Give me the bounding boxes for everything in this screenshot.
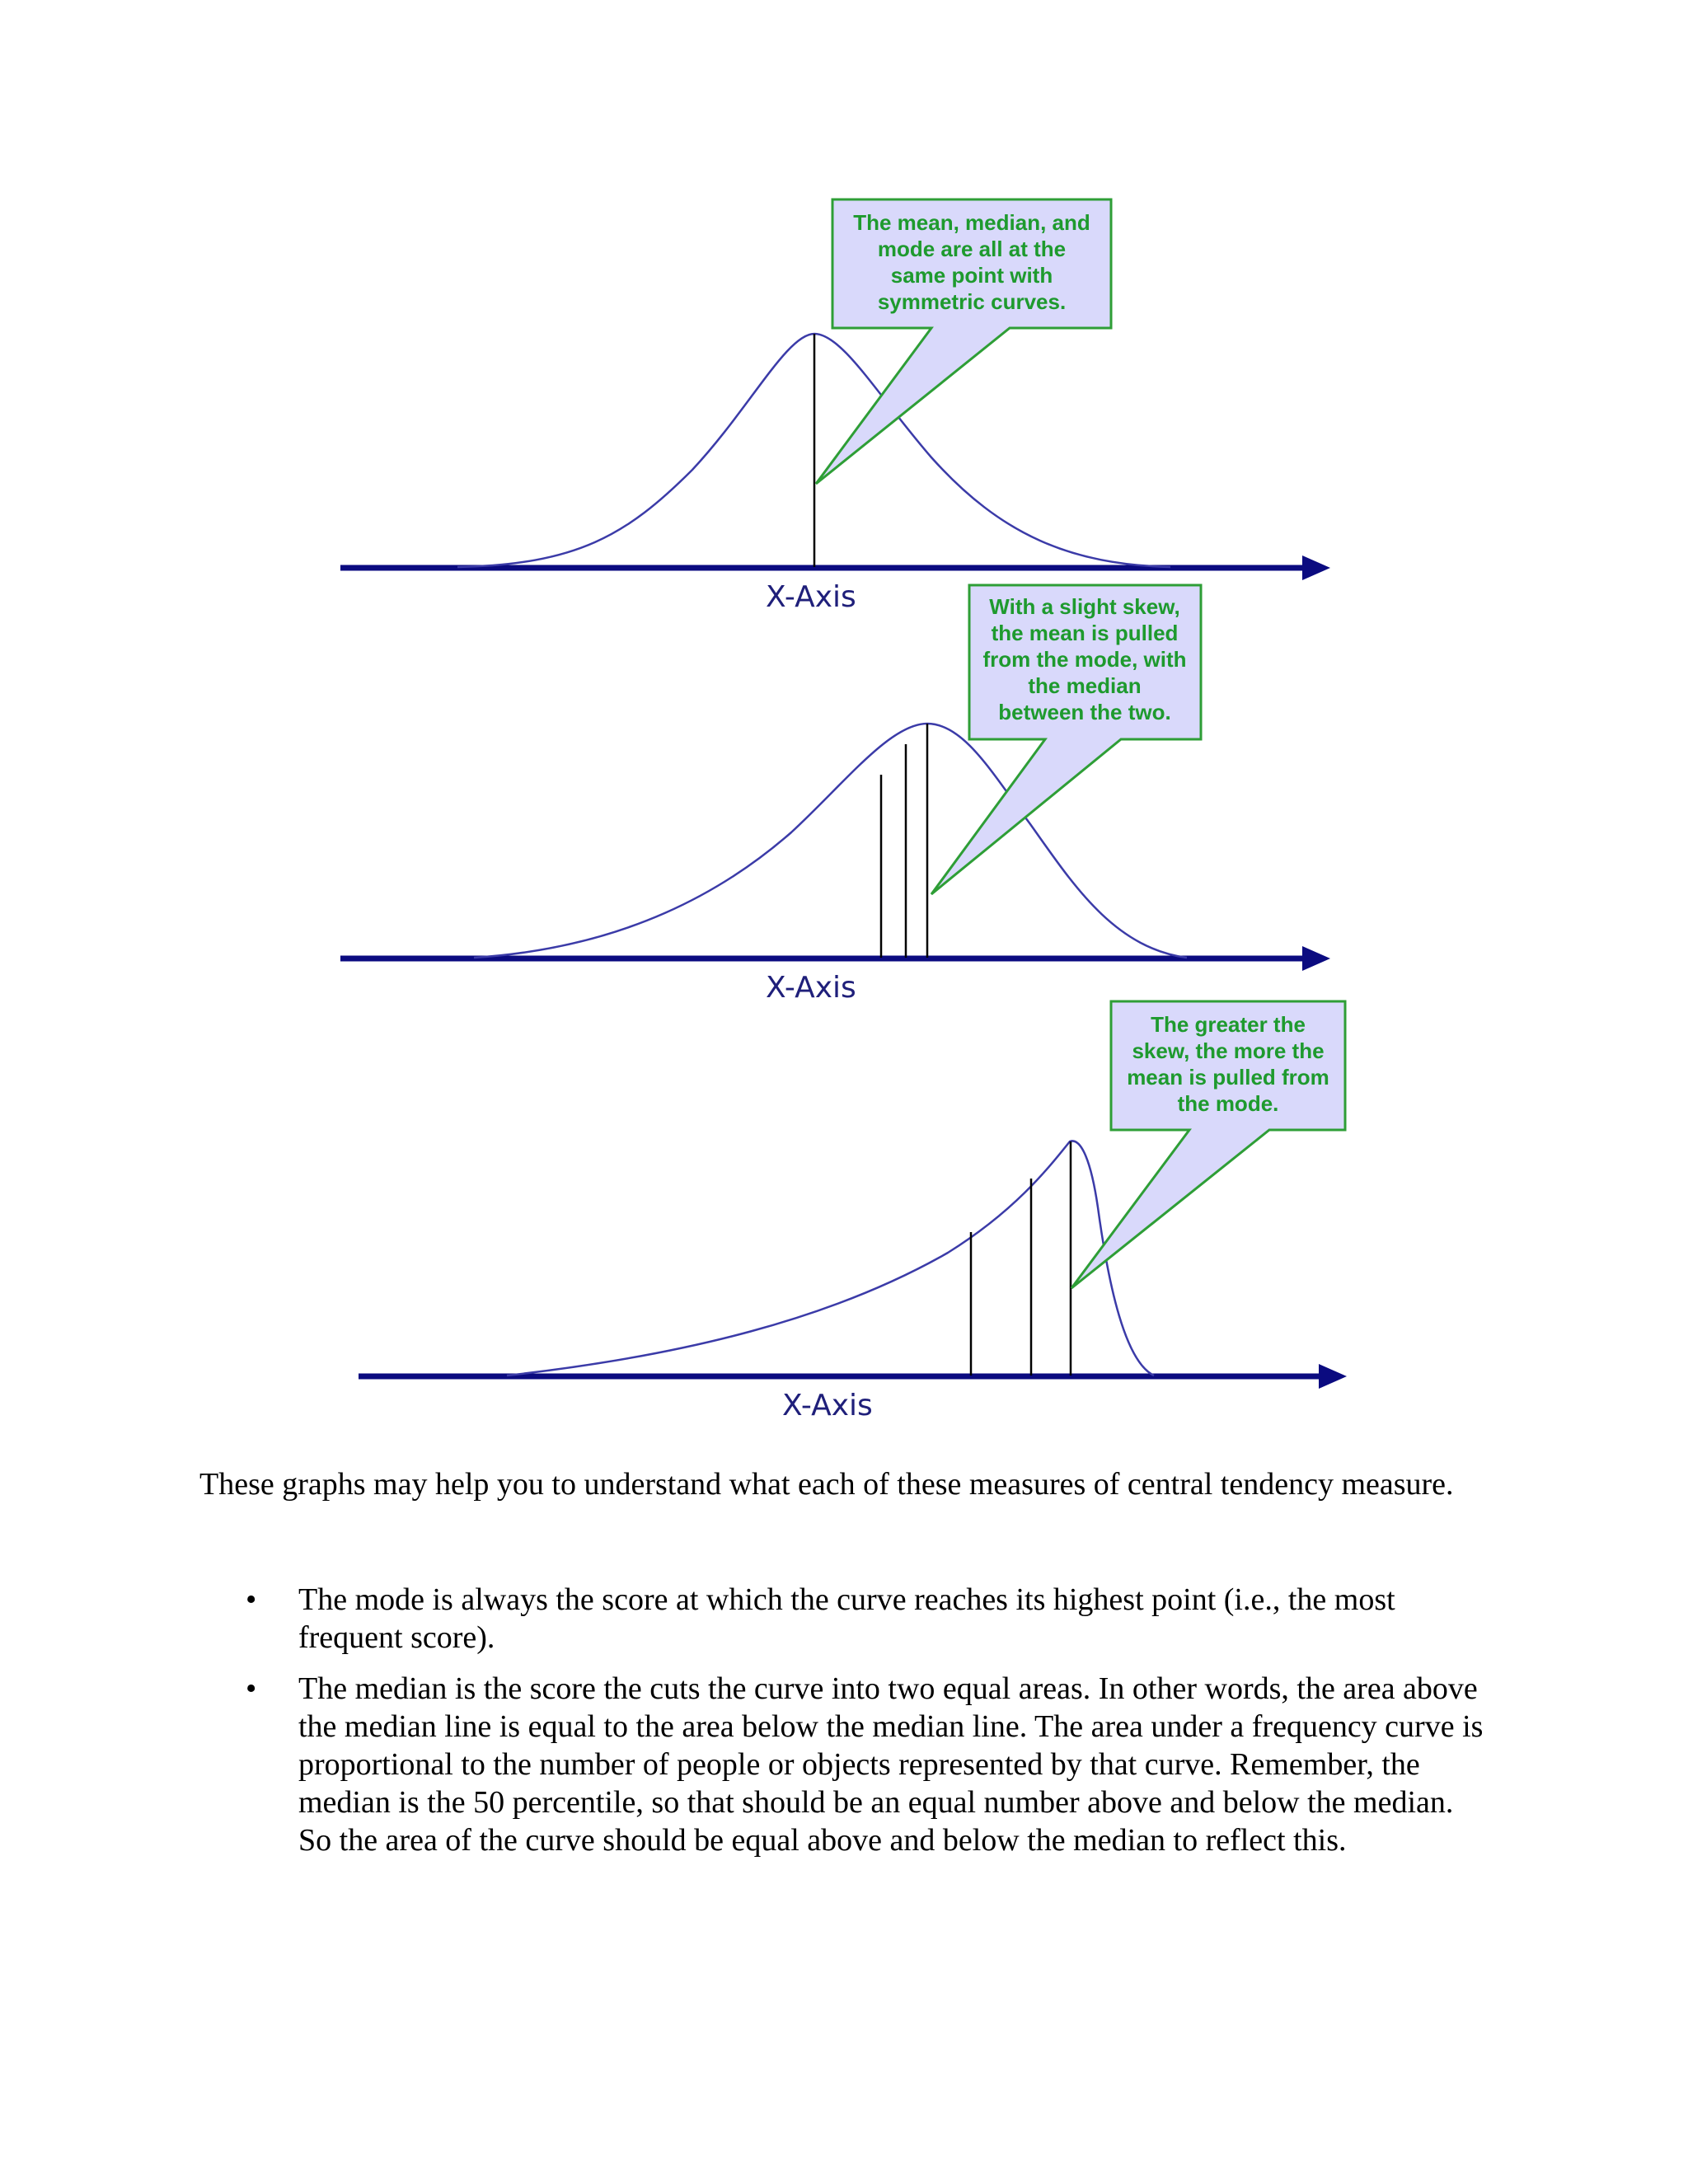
list-item-text: The median is the score the cuts the curve into two equal areas. In other words, the area above the median line is equal to the area below the median line. The area under a frequency curve is proportional to the number of people or objects represented by that curve. Remember, the median is the 50 percentile, so that should be an equal number above and below the median. So the area of the curve should be equal above and below the median to reflect this.: [298, 1671, 1484, 1858]
x-axis-label: X-Axis: [766, 971, 856, 1005]
callout-strong-skew: [1071, 1001, 1345, 1288]
callout-symmetric: [816, 199, 1111, 484]
callout-text-line: the mode.: [1177, 1091, 1279, 1116]
strong-skew-curve: [507, 1141, 1154, 1376]
intro-paragraph: These graphs may help you to understand what each of these measures of central tendency measure.: [199, 1467, 1454, 1502]
list-item: [199, 1670, 1485, 1859]
callout-text-line: between the two.: [998, 700, 1171, 724]
callout-text-line: the mean is pulled: [991, 621, 1179, 645]
slight-skew-panel: [340, 585, 1330, 1005]
callout-text-line: mode are all at the: [877, 237, 1067, 261]
bullet-icon: •: [246, 1582, 257, 1617]
callout-text-line: same point with: [890, 263, 1053, 288]
callout-slight-skew: [931, 585, 1201, 894]
callout-text-line: With a slight skew,: [989, 594, 1180, 619]
x-axis-label: X-Axis: [766, 580, 856, 614]
bullet-list: [199, 1581, 1485, 1872]
bullet-icon: •: [246, 1671, 257, 1706]
callout-text-line: skew, the more the: [1132, 1038, 1325, 1063]
list-item-text: The mode is always the score at which the curve reaches its highest point (i.e., the most frequent score).: [298, 1582, 1395, 1655]
x-axis-label: X-Axis: [782, 1389, 873, 1422]
symmetric-curve-panel: [340, 199, 1330, 614]
callout-text-line: The greater the: [1151, 1012, 1306, 1037]
x-axis-arrowhead: [1302, 946, 1330, 971]
callout-text-line: the median: [1028, 673, 1142, 698]
list-item: [199, 1581, 1485, 1657]
x-axis-arrowhead: [1302, 555, 1330, 580]
callout-text-line: symmetric curves.: [877, 289, 1067, 314]
strong-skew-panel: [359, 1001, 1347, 1422]
callout-text-line: The mean, median, and: [853, 210, 1090, 235]
callout-text-line: mean is pulled from: [1127, 1065, 1329, 1090]
x-axis-arrowhead: [1319, 1364, 1347, 1389]
callout-text-line: from the mode, with: [982, 647, 1187, 672]
